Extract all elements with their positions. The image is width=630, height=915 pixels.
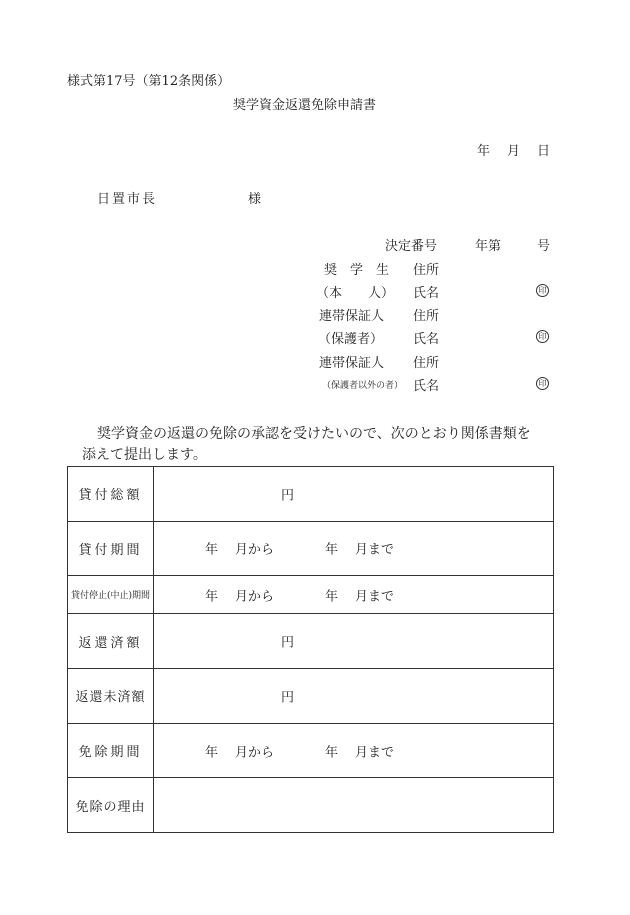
exemption-reason-field[interactable] — [154, 778, 554, 833]
seal-mark-icon: 印 — [536, 377, 549, 390]
intro-line-2: 添えて提出します。 — [82, 447, 207, 463]
to-month-unit: 月まで — [355, 589, 395, 605]
page-title: 奨学資金返還免除申請書 — [233, 98, 377, 113]
exemption-period-field[interactable] — [154, 723, 554, 778]
to-month-unit: 月まで — [355, 542, 395, 558]
to-year-unit: 年 — [325, 542, 339, 558]
decision-no-label: 号 — [537, 239, 551, 254]
decision-year-label: 年第 — [475, 239, 502, 254]
loan-period-label: 貸付期間 — [68, 521, 154, 576]
guarantor1-guardian-role: （保護者） — [318, 332, 384, 347]
scholar-role: 奨 学 生 — [324, 263, 390, 278]
addressee-name: 日置市長 — [97, 192, 158, 207]
loan-suspension-field[interactable] — [154, 576, 554, 614]
guarantor1-role: 連帯保証人 — [319, 309, 385, 324]
yen-unit: 円 — [281, 635, 295, 651]
guarantor2-address-label: 住所 — [413, 356, 440, 371]
exemption-reason-label: 免除の理由 — [68, 778, 154, 833]
to-year-unit: 年 — [325, 589, 339, 605]
guarantor1-name-label: 氏名 — [413, 332, 440, 347]
loan-period-field[interactable] — [154, 521, 554, 576]
from-year-unit: 年 — [205, 589, 219, 605]
seal-mark-icon: 印 — [536, 284, 549, 297]
to-year-unit: 年 — [325, 745, 339, 761]
repaid-amount-label: 返還済額 — [68, 614, 154, 669]
scholar-name-label: 氏名 — [413, 286, 440, 301]
form-number: 様式第17号（第12条関係） — [67, 74, 231, 89]
guarantor2-role: 連帯保証人 — [319, 356, 385, 371]
scholar-self-role: （本 人） — [316, 286, 395, 301]
loan-total-label: 貸付総額 — [68, 467, 154, 522]
scholar-address-label: 住所 — [413, 263, 440, 278]
seal-mark-icon: 印 — [536, 330, 549, 343]
to-month-unit: 月まで — [355, 745, 395, 761]
guarantor2-other-role: （保護者以外の者） — [322, 381, 404, 391]
from-month-unit: 月から — [235, 542, 275, 558]
from-year-unit: 年 — [205, 745, 219, 761]
unpaid-amount-field[interactable] — [154, 669, 554, 724]
unpaid-amount-label: 返還未済額 — [68, 669, 154, 724]
from-year-unit: 年 — [205, 542, 219, 558]
date-day-label: 日 — [537, 144, 551, 159]
guarantor2-name-label: 氏名 — [413, 379, 440, 394]
yen-unit: 円 — [281, 690, 295, 706]
intro-line-1: 奨学資金の返還の免除の承認を受けたいので、次のとおり関係書類を — [97, 426, 531, 442]
exemption-period-label: 免除期間 — [68, 723, 154, 778]
application-table — [67, 466, 554, 833]
addressee-honorific: 様 — [248, 192, 262, 207]
repaid-amount-field[interactable] — [154, 614, 554, 669]
date-year-label: 年 — [477, 144, 491, 159]
date-month-label: 月 — [507, 144, 521, 159]
loan-total-field[interactable] — [154, 467, 554, 522]
from-month-unit: 月から — [235, 745, 275, 761]
guarantor1-address-label: 住所 — [413, 309, 440, 324]
from-month-unit: 月から — [235, 589, 275, 605]
yen-unit: 円 — [281, 488, 295, 504]
decision-number-label: 決定番号 — [385, 239, 438, 254]
loan-suspension-label: 貸付停止(中止)期間 — [68, 576, 154, 614]
